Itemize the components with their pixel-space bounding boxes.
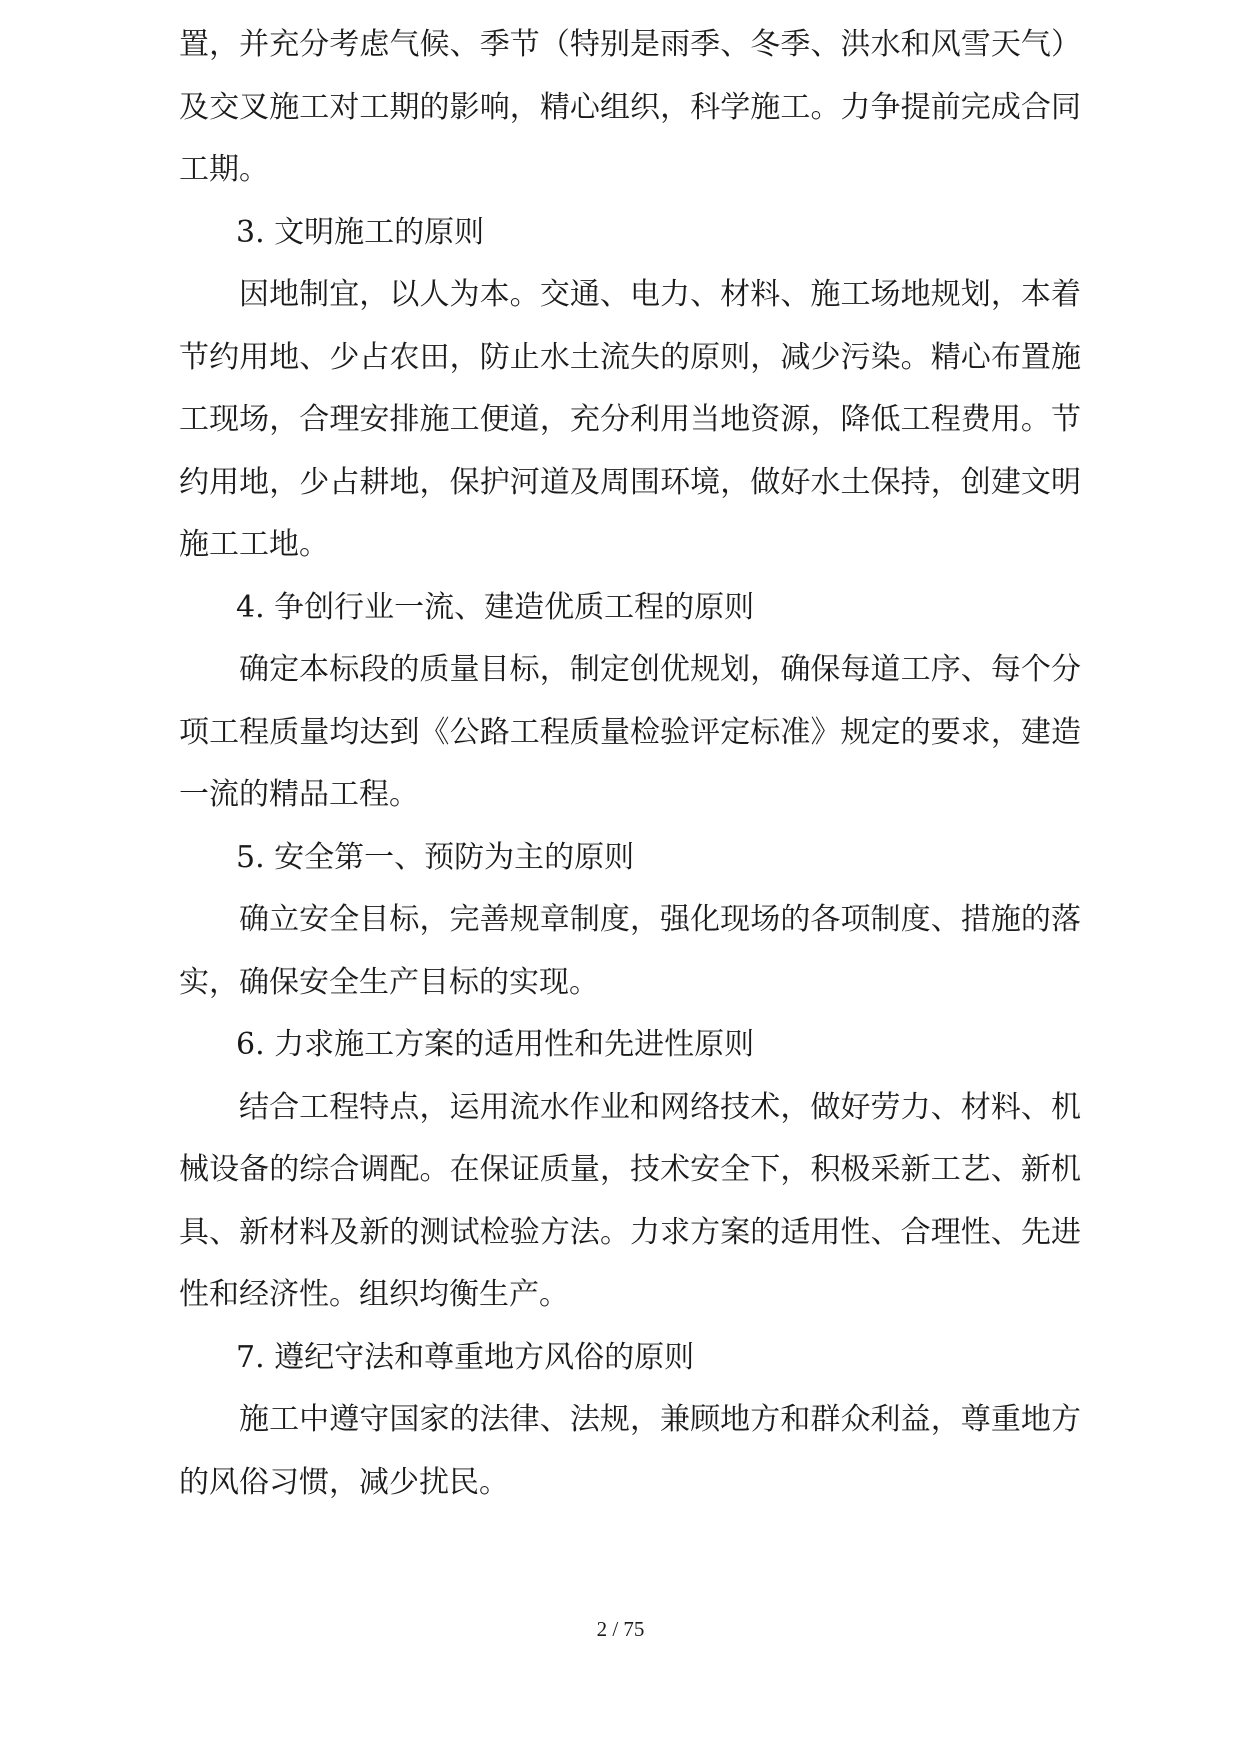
paragraph-construction-plan: 结合工程特点，运用流水作业和网络技术，做好劳力、材料、机械设备的综合调配。在保证质量，技术安全下，积极采新工艺、新机具、新材料及新的测试检验方法。力求方案的适用性、合理性、先进性和经济性。组织均衡生产。	[179, 1089, 1081, 1312]
paragraph-civilized-construction: 因地制宜，以人为本。交通、电力、材料、施工场地规划，本着节约用地、少占农田，防止水土流失的原则，减少污染。精心布置施工现场，合理安排施工便道，充分利用当地资源，降低工程费用。节约用地，少占耕地，保护河道及周围环境，做好水土保持，创建文明施工工地。	[179, 277, 1081, 562]
page-number: 2 / 75	[596, 1617, 645, 1641]
document-body	[179, 14, 1081, 1514]
section-heading-6: 6. 力求施工方案的适用性和先进性原则	[236, 1027, 755, 1062]
section-heading-5: 5. 安全第一、预防为主的原则	[236, 839, 635, 875]
paragraph-safety-goal: 确立安全目标，完善规章制度，强化现场的各项制度、措施的落实，确保安全生产目标的实现。	[179, 902, 1081, 1000]
continuation-paragraph: 置，并充分考虑气候、季节（特别是雨季、冬季、洪水和风雪天气）及交叉施工对工期的影响，精心组织，科学施工。力争提前完成合同工期。	[179, 27, 1081, 187]
paragraph-law-and-customs: 施工中遵守国家的法律、法规，兼顾地方和群众利益，尊重地方的风俗习惯，减少扰民。	[179, 1402, 1081, 1500]
section-heading-4: 4. 争创行业一流、建造优质工程的原则	[236, 589, 755, 625]
paragraph-quality-goal: 确定本标段的质量目标，制定创优规划，确保每道工序、每个分项工程质量均达到《公路工程质量检验评定标准》规定的要求，建造一流的精品工程。	[179, 652, 1081, 812]
section-heading-3: 3. 文明施工的原则	[236, 214, 485, 250]
section-heading-7: 7. 遵纪守法和尊重地方风俗的原则	[236, 1339, 695, 1375]
